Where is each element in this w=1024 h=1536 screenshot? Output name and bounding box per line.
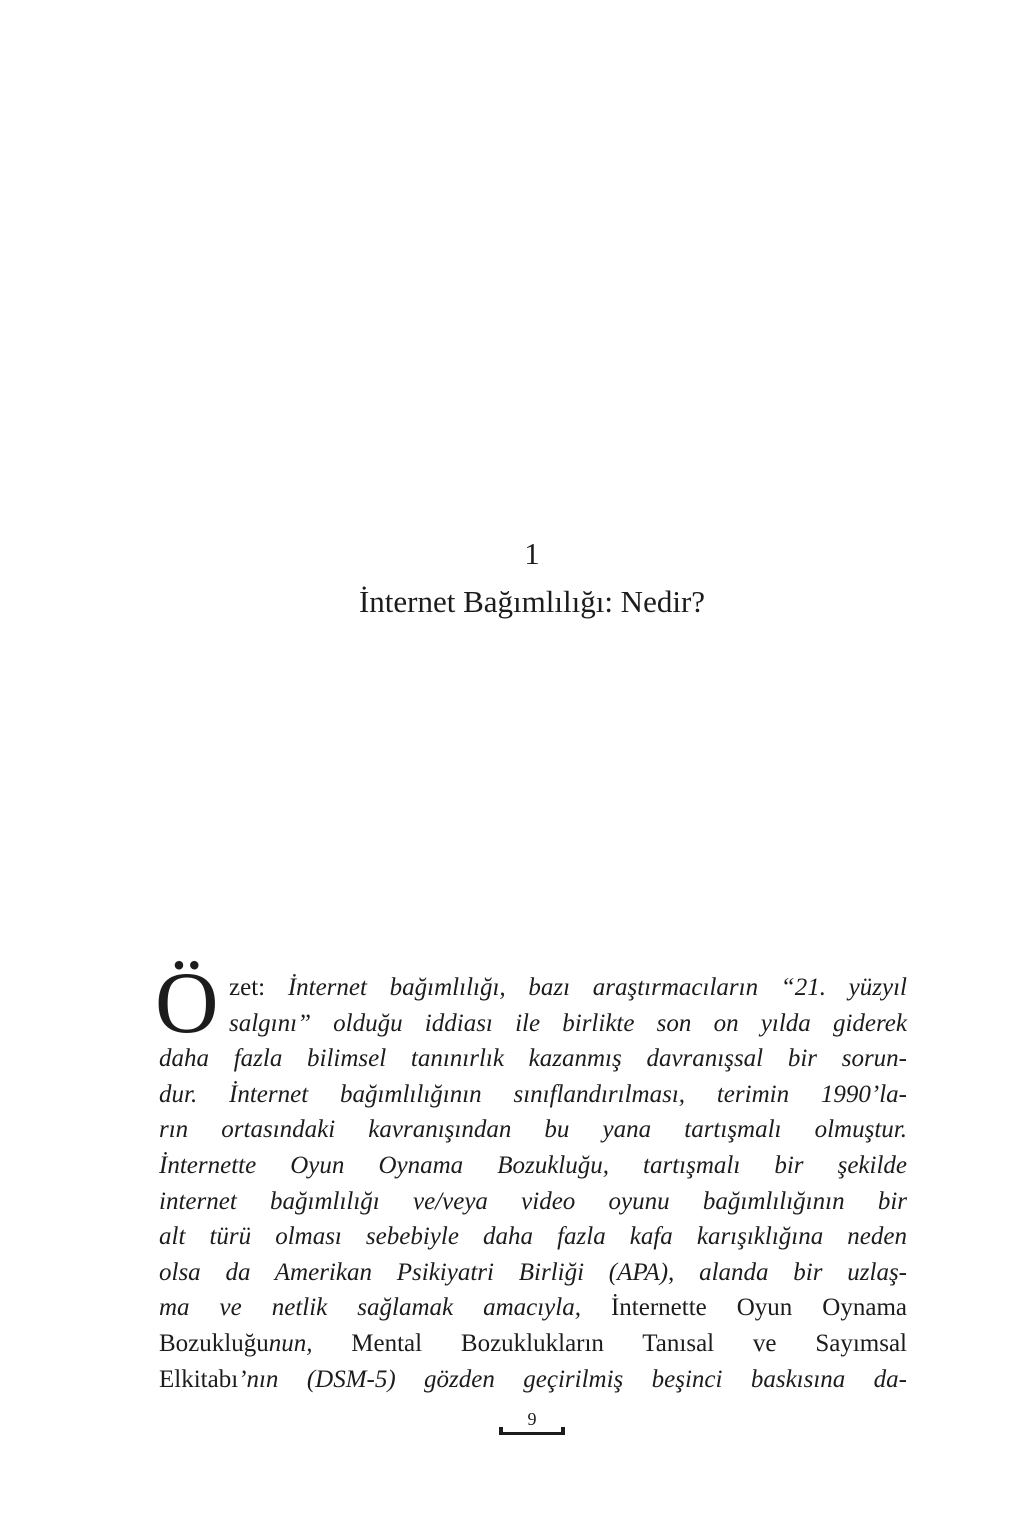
page-footer: [499, 1408, 565, 1436]
abstract-line-5: rın ortasındaki kavranışından bu yana tartışmalı olmuştur.: [159, 1116, 907, 1144]
abstract-line-11-roman-a: Bozukluğu: [159, 1329, 269, 1357]
abstract-line-3: daha fazla bilimsel tanınırlık kazanmış davranışsal bir sorun-: [159, 1045, 907, 1073]
abstract-paragraph: [155, 955, 907, 1397]
abstract-line-12: [159, 1362, 907, 1398]
abstract-line-4: dur. İnternet bağımlılığının sınıflandırılması, terimin 1990’la-: [159, 1080, 907, 1108]
chapter-heading: [0, 530, 1024, 626]
abstract-opening-lines: [159, 970, 907, 1041]
abstract-line-12-roman: Elkitabı: [159, 1365, 239, 1393]
footer-rule: [499, 1432, 565, 1435]
abstract-line-11-italic: nun,: [268, 1329, 352, 1357]
chapter-title: İnternet Bağımlılığı: Nedir?: [358, 584, 706, 619]
abstract-line-11-roman-b: Mental Bozuklukların Tanısal ve Sayımsal: [351, 1329, 907, 1357]
abstract-line-10: [159, 1290, 907, 1326]
abstract-label: zet:: [229, 974, 288, 1001]
abstract-line-8: alt türü olması sebebiyle daha fazla kafa karışıklığına neden: [159, 1223, 907, 1251]
abstract-line-1: [229, 970, 907, 1006]
drop-cap: Ö: [155, 955, 219, 1052]
abstract-line-9: olsa da Amerikan Psikiyatri Birliği (APA), alanda bir uzlaş-: [159, 1258, 907, 1286]
abstract-line-11: [159, 1326, 907, 1362]
abstract-line-12-italic: ’nın (DSM-5) gözden geçirilmiş beşinci baskısına da-: [238, 1365, 907, 1393]
abstract-line-7: internet bağımlılığı ve/veya video oyunu bağımlılığının bir: [159, 1187, 907, 1215]
abstract-line-10-roman: İnternette Oyun Oynama: [610, 1294, 907, 1322]
chapter-number: 1: [524, 536, 540, 571]
abstract-line-2: salgını” olduğu iddiası ile birlikte son on yılda giderek: [229, 1009, 907, 1037]
page-number: 9: [527, 1409, 537, 1429]
abstract-line-1-text: İnternet bağımlılığı, bazı araştırmacıların “21. yüzyıl: [287, 974, 907, 1001]
abstract-line-10-italic: ma ve netlik sağlamak amacıyla,: [159, 1294, 611, 1322]
abstract-line-6: İnternette Oyun Oynama Bozukluğu, tartışmalı bir şekilde: [159, 1151, 907, 1179]
